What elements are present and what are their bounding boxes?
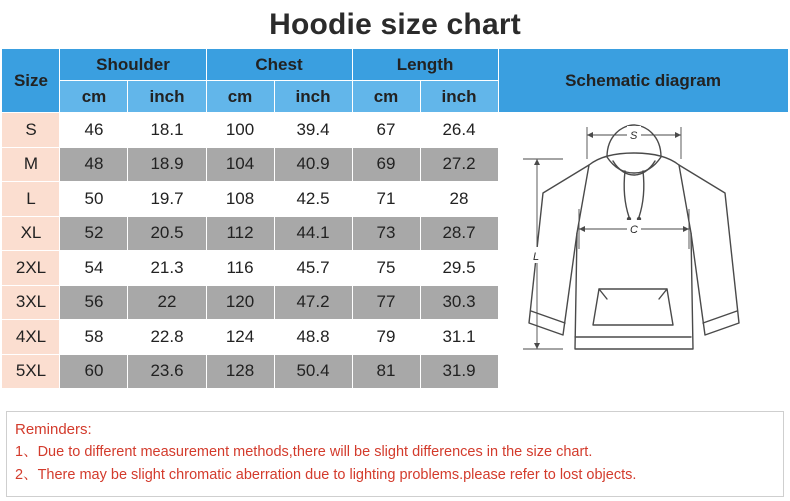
schematic-diagram: [498, 113, 788, 389]
cell-size: 2XL: [2, 251, 60, 286]
header-chest-cm: cm: [206, 81, 274, 113]
cell-length-cm: 69: [352, 147, 420, 182]
header-length: Length: [352, 49, 498, 81]
cell-shoulder-cm: 60: [60, 354, 128, 389]
hoodie-diagram-wrap: [499, 113, 788, 388]
header-schematic-diagram: Schematic diagram: [498, 49, 788, 113]
cell-length-inch: 29.5: [420, 251, 498, 286]
cell-shoulder-cm: 52: [60, 216, 128, 251]
reminders-heading: Reminders:: [15, 421, 92, 438]
cell-shoulder-cm: 46: [60, 113, 128, 148]
cell-length-cm: 67: [352, 113, 420, 148]
cell-shoulder-inch: 18.9: [128, 147, 206, 182]
reminder-line-1: 1、Due to different measurement methods,there will be slight differences in the size chart.: [15, 444, 593, 461]
cell-chest-cm: 124: [206, 320, 274, 355]
cell-length-inch: 31.9: [420, 354, 498, 389]
header-size: Size: [2, 49, 60, 113]
diagram-shoulder-label: S: [630, 130, 638, 142]
cell-size: L: [2, 182, 60, 217]
header-shoulder-inch: inch: [128, 81, 206, 113]
cell-chest-cm: 100: [206, 113, 274, 148]
cell-chest-inch: 48.8: [274, 320, 352, 355]
cell-chest-cm: 104: [206, 147, 274, 182]
header-length-cm: cm: [352, 81, 420, 113]
hoodie-illustration-icon: [503, 113, 783, 388]
cell-shoulder-inch: 22: [128, 285, 206, 320]
cell-shoulder-cm: 58: [60, 320, 128, 355]
cell-size: S: [2, 113, 60, 148]
cell-chest-cm: 116: [206, 251, 274, 286]
cell-shoulder-inch: 21.3: [128, 251, 206, 286]
cell-length-inch: 31.1: [420, 320, 498, 355]
cell-length-inch: 28.7: [420, 216, 498, 251]
cell-length-cm: 71: [352, 182, 420, 217]
cell-length-cm: 81: [352, 354, 420, 389]
cell-size: 3XL: [2, 285, 60, 320]
cell-length-inch: 30.3: [420, 285, 498, 320]
cell-chest-cm: 128: [206, 354, 274, 389]
cell-shoulder-cm: 54: [60, 251, 128, 286]
cell-size: 5XL: [2, 354, 60, 389]
page-title: Hoodie size chart: [269, 8, 521, 41]
reminder-line-2: 2、There may be slight chromatic aberration due to lighting problems.please refer to lost objects.: [15, 466, 637, 483]
cell-size: M: [2, 147, 60, 182]
cell-chest-inch: 40.9: [274, 147, 352, 182]
table-row: [2, 113, 788, 148]
cell-length-inch: 26.4: [420, 113, 498, 148]
cell-chest-inch: 44.1: [274, 216, 352, 251]
cell-size: XL: [2, 216, 60, 251]
header-chest-inch: inch: [274, 81, 352, 113]
cell-length-cm: 73: [352, 216, 420, 251]
cell-chest-inch: 50.4: [274, 354, 352, 389]
header-length-inch: inch: [420, 81, 498, 113]
cell-length-inch: 27.2: [420, 147, 498, 182]
cell-shoulder-inch: 23.6: [128, 354, 206, 389]
cell-shoulder-inch: 19.7: [128, 182, 206, 217]
diagram-length-label: L: [533, 251, 540, 263]
cell-chest-inch: 39.4: [274, 113, 352, 148]
cell-shoulder-cm: 56: [60, 285, 128, 320]
size-chart-table: [1, 48, 788, 389]
cell-shoulder-cm: 48: [60, 147, 128, 182]
cell-length-cm: 79: [352, 320, 420, 355]
reminders-box: [6, 411, 784, 497]
header-chest: Chest: [206, 49, 352, 81]
cell-chest-inch: 42.5: [274, 182, 352, 217]
cell-chest-cm: 112: [206, 216, 274, 251]
cell-shoulder-inch: 20.5: [128, 216, 206, 251]
cell-chest-inch: 47.2: [274, 285, 352, 320]
cell-chest-cm: 108: [206, 182, 274, 217]
header-shoulder: Shoulder: [60, 49, 206, 81]
table-header-row-groups: [2, 49, 788, 81]
cell-shoulder-inch: 18.1: [128, 113, 206, 148]
cell-chest-cm: 120: [206, 285, 274, 320]
cell-shoulder-inch: 22.8: [128, 320, 206, 355]
cell-shoulder-cm: 50: [60, 182, 128, 217]
cell-chest-inch: 45.7: [274, 251, 352, 286]
header-shoulder-cm: cm: [60, 81, 128, 113]
cell-size: 4XL: [2, 320, 60, 355]
diagram-chest-label: C: [630, 224, 638, 236]
cell-length-inch: 28: [420, 182, 498, 217]
cell-length-cm: 75: [352, 251, 420, 286]
cell-length-cm: 77: [352, 285, 420, 320]
